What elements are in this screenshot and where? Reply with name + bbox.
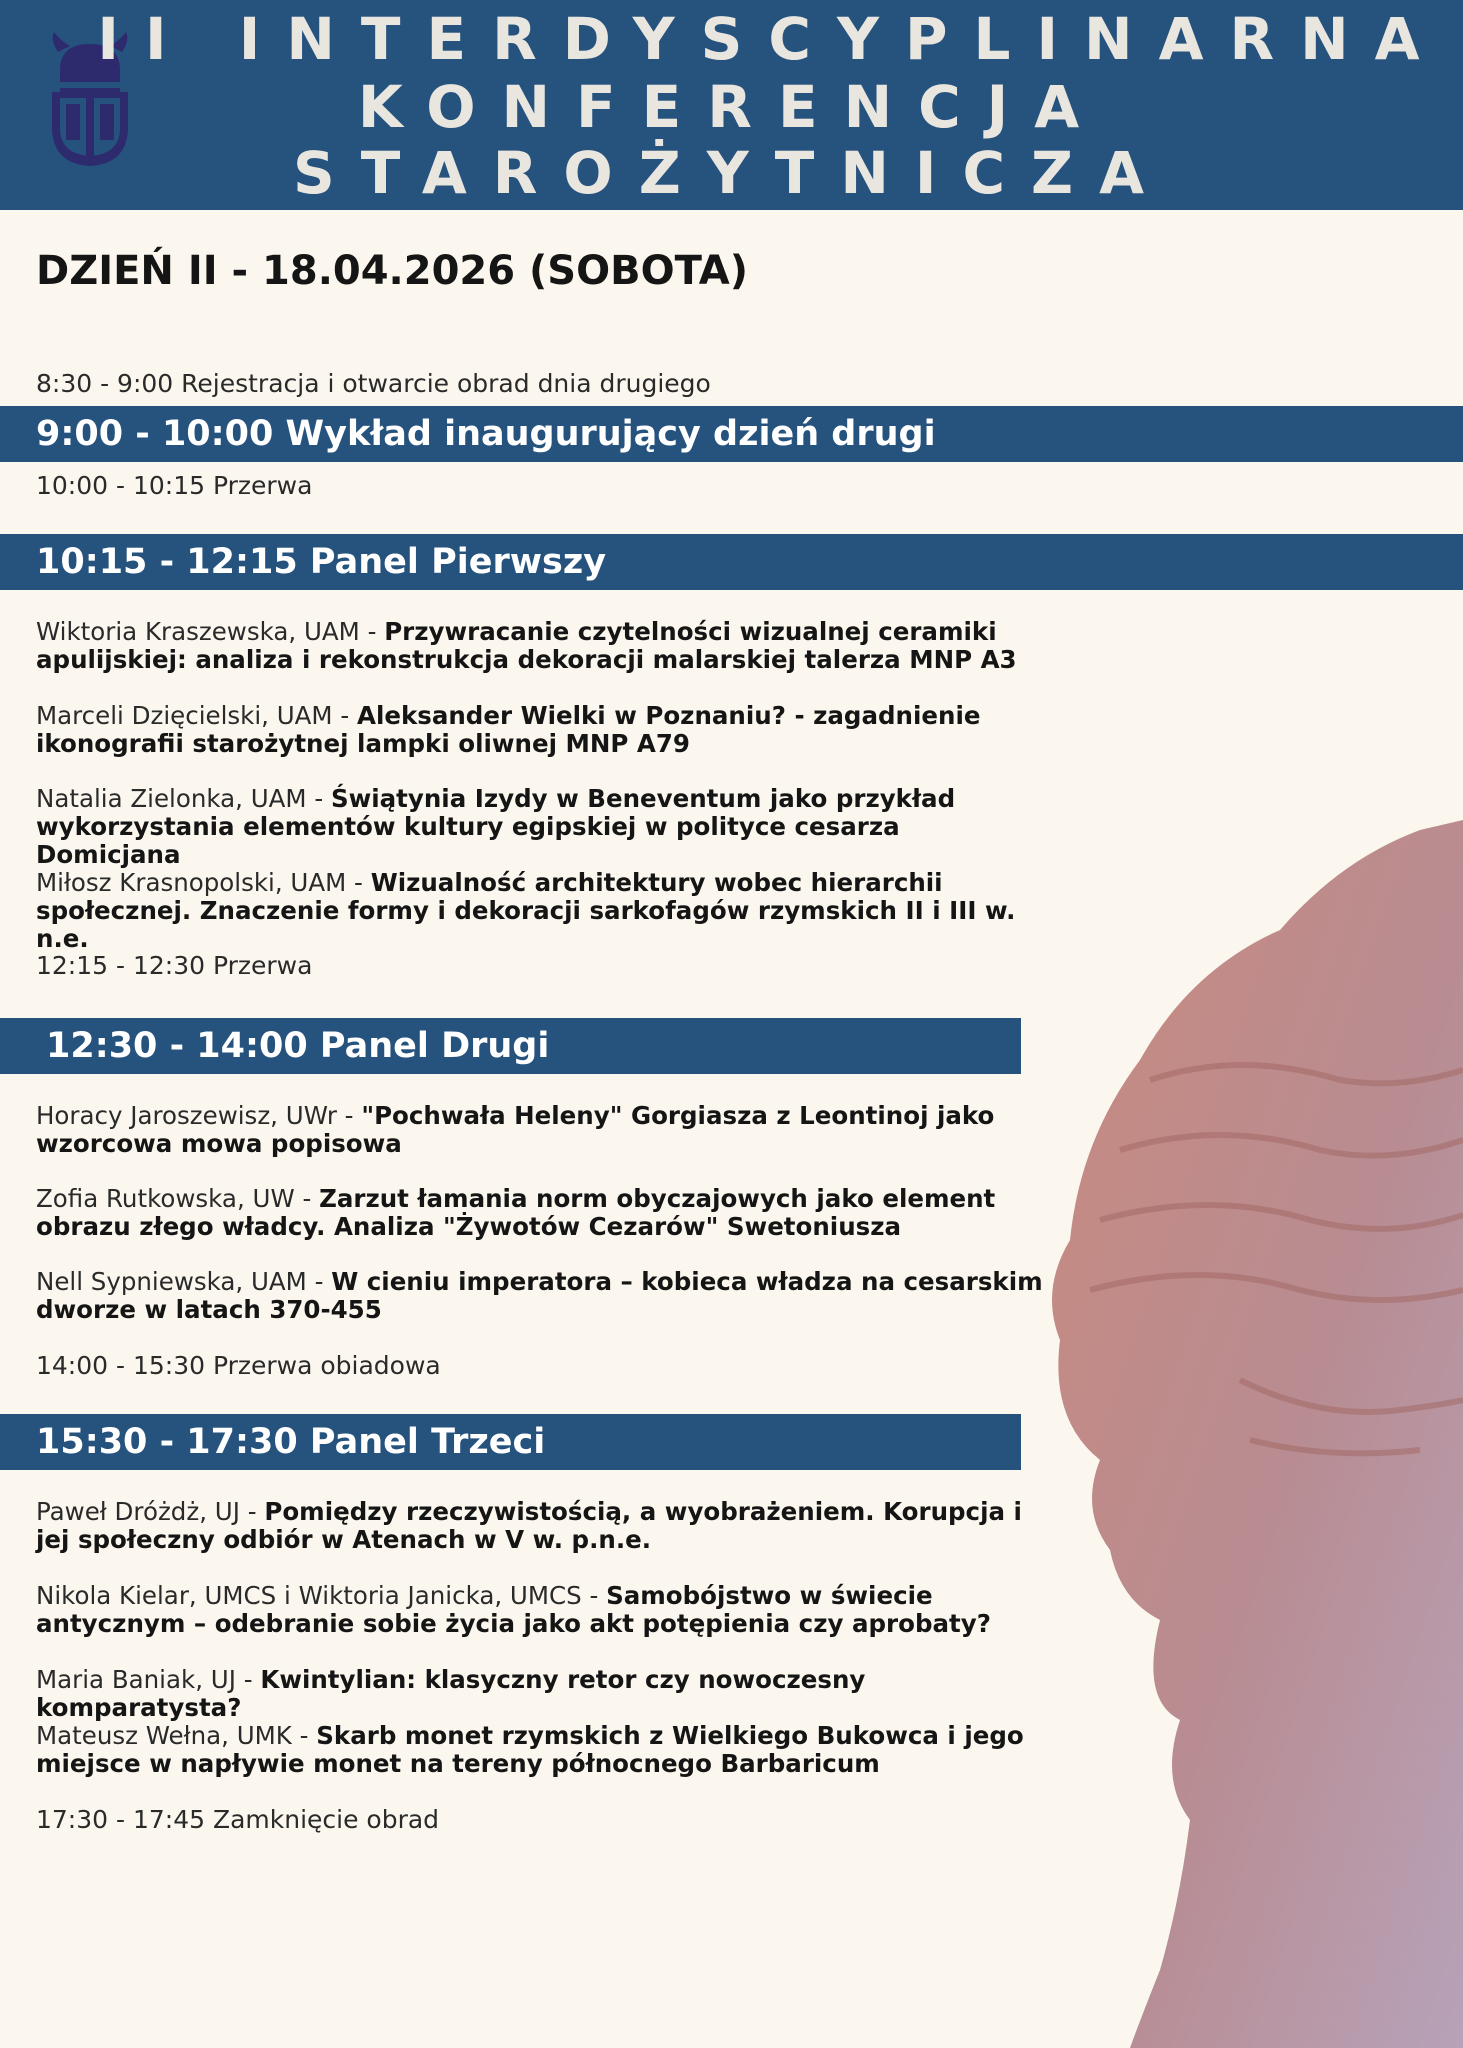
talk-item bbox=[36, 1102, 1046, 1158]
schedule-registration: 8:30 - 9:00 Rejestracja i otwarcie obrad dnia drugiego bbox=[36, 369, 711, 398]
header-banner bbox=[0, 0, 1463, 210]
talk-title: Zarzut łamania norm obyczajowych jako element obrazu złego władcy. Analiza "Żywotów Cezarów" Swetoniusza bbox=[36, 1184, 996, 1241]
talk-title: W cieniu imperatora – kobieca władza na cesarskim dworze w latach 370-455 bbox=[36, 1267, 1043, 1324]
talk-speaker: Nell Sypniewska, UAM - bbox=[36, 1267, 332, 1296]
talk-speaker: Nikola Kielar, UMCS i Wiktoria Janicka, UMCS - bbox=[36, 1581, 607, 1610]
schedule-closing: 17:30 - 17:45 Zamknięcie obrad bbox=[36, 1805, 440, 1834]
talk-item bbox=[36, 1666, 1046, 1722]
talk-title: Skarb monet rzymskich z Wielkiego Bukowca i jego miejsce w napływie monet na tereny północnego Barbaricum bbox=[36, 1721, 1024, 1778]
talk-title: "Pochwała Heleny" Gorgiasza z Leontinoj jako wzorcowa mowa popisowa bbox=[36, 1101, 995, 1158]
talk-item bbox=[36, 869, 1046, 953]
talk-speaker: Horacy Jaroszewisz, UWr - bbox=[36, 1101, 362, 1130]
talk-speaker: Miłosz Krasnopolski, UAM - bbox=[36, 868, 371, 897]
talk-item bbox=[36, 1722, 1046, 1778]
talk-item bbox=[36, 1498, 1046, 1554]
lecture-band: 9:00 - 10:00 Wykład inaugurujący dzień drugi bbox=[0, 406, 1463, 462]
statue-head-illustration bbox=[1040, 820, 1463, 2048]
schedule-break-2: 12:15 - 12:30 Przerwa bbox=[36, 951, 313, 980]
panel-3-band: 15:30 - 17:30 Panel Trzeci bbox=[0, 1414, 1021, 1470]
talk-title: Kwintylian: klasyczny retor czy nowoczesny komparatysta? bbox=[36, 1665, 866, 1722]
talk-item bbox=[36, 1582, 1046, 1638]
panel-1-band: 10:15 - 12:15 Panel Pierwszy bbox=[0, 534, 1463, 590]
panel-2-band: 12:30 - 14:00 Panel Drugi bbox=[0, 1018, 1021, 1074]
schedule-break-1: 10:00 - 10:15 Przerwa bbox=[36, 471, 313, 500]
talk-item bbox=[36, 618, 1046, 674]
day-title: DZIEŃ II - 18.04.2026 (SOBOTA) bbox=[36, 248, 749, 294]
talk-title: Przywracanie czytelności wizualnej ceramiki apulijskiej: analiza i rekonstrukcja dekoracji malarskiej talerza MNP A3 bbox=[36, 617, 1017, 674]
talk-item bbox=[36, 702, 1046, 758]
talk-item bbox=[36, 1268, 1046, 1324]
talk-item bbox=[36, 785, 1046, 869]
talk-speaker: Maria Baniak, UJ - bbox=[36, 1665, 261, 1694]
talk-title: Wizualność architektury wobec hierarchii społecznej. Znaczenie formy i dekoracji sarkofagów rzymskich II i III w. n.e. bbox=[36, 868, 1016, 953]
talk-speaker: Mateusz Wełna, UMK - bbox=[36, 1721, 317, 1750]
talk-title: Samobójstwo w świecie antycznym – odebranie sobie życia jako akt potępienia czy aprobaty? bbox=[36, 1581, 991, 1638]
talk-item bbox=[36, 1185, 1046, 1241]
talk-speaker: Zofia Rutkowska, UW - bbox=[36, 1184, 320, 1213]
conference-title-line-1: II INTERDYSCYPLINARNA bbox=[97, 5, 1446, 73]
conference-title-line-3: STAROŻYTNICZA bbox=[293, 139, 1170, 207]
talk-title: Świątynia Izydy w Beneventum jako przykład wykorzystania elementów kultury egipskiej w polityce cesarza Domicjana bbox=[36, 784, 956, 869]
talk-title: Pomiędzy rzeczywistością, a wyobrażeniem. Korupcja i jej społeczny odbiór w Atenach w V w. p.n.e. bbox=[36, 1497, 1022, 1554]
conference-title-line-2: KONFERENCJA bbox=[357, 73, 1106, 141]
schedule-lunch: 14:00 - 15:30 Przerwa obiadowa bbox=[36, 1351, 441, 1380]
talk-speaker: Natalia Zielonka, UAM - bbox=[36, 784, 331, 813]
talk-speaker: Paweł Dróżdż, UJ - bbox=[36, 1497, 265, 1526]
talk-speaker: Wiktoria Kraszewska, UAM - bbox=[36, 617, 385, 646]
talk-speaker: Marceli Dzięcielski, UAM - bbox=[36, 701, 357, 730]
talk-title: Aleksander Wielki w Poznaniu? - zagadnienie ikonografii starożytnej lampki oliwnej MNP A79 bbox=[36, 701, 981, 758]
